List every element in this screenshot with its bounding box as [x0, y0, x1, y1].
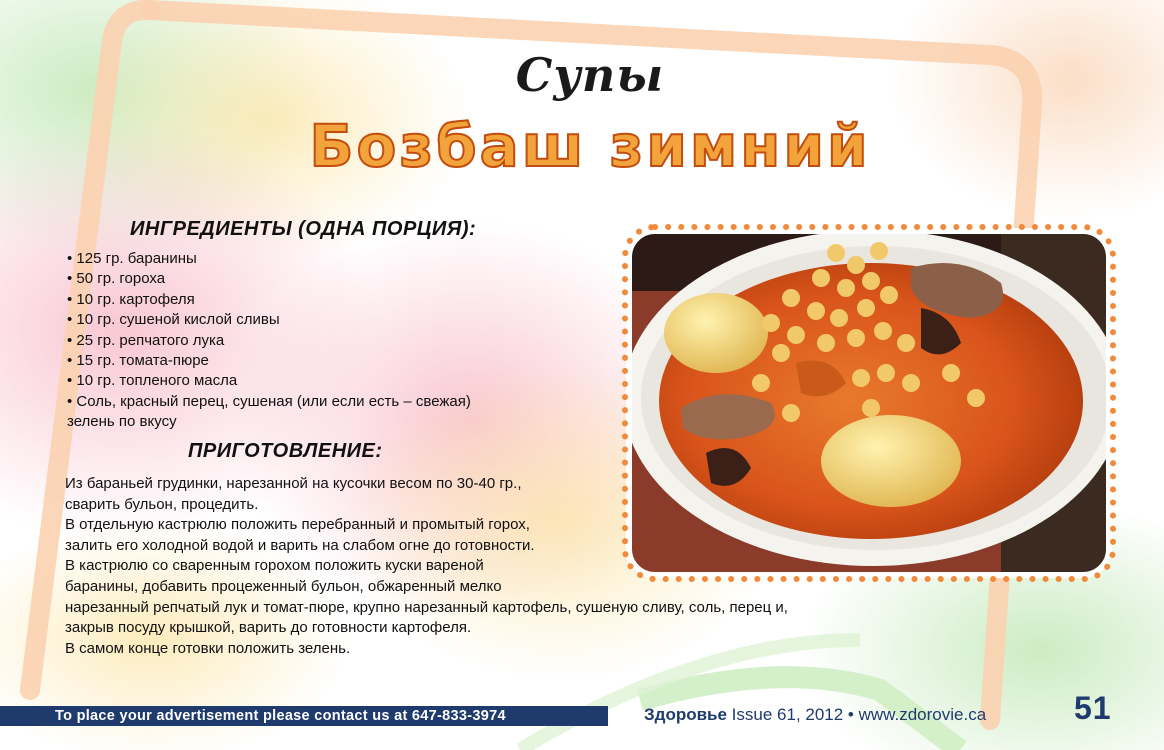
section-category: Супы [515, 48, 665, 102]
preparation-heading: ПРИГОТОВЛЕНИЕ: [188, 440, 383, 462]
ingredient-item: зелень по вкусу [67, 413, 177, 431]
footer-info [644, 705, 986, 725]
preparation-line: залить его холодной водой и варить на слабом огне до готовности. [65, 536, 535, 554]
potato [664, 293, 768, 373]
ingredient-item: • 25 гр. репчатого лука [67, 331, 225, 349]
preparation-line: В кастрюлю со сваренным горохом положить куски вареной [65, 557, 484, 575]
ingredients-list [67, 249, 587, 433]
photo-content [623, 230, 1117, 575]
preparation-line: сварить бульон, процедить. [65, 495, 259, 513]
ingredient-item: • 50 гр. гороха [67, 270, 166, 288]
ingredients-heading: ИНГРЕДИЕНТЫ (ОДНА ПОРЦИЯ): [130, 218, 477, 240]
page-number: 51 [1074, 690, 1112, 726]
issue-info: Issue 61, 2012 • www.zdorovie.ca [726, 705, 987, 724]
preparation-line: В отдельную кастрюлю положить перебранный и промытый горох, [65, 516, 530, 534]
ingredient-item: • 15 гр. томата-пюре [67, 352, 209, 370]
ingredient-item: • Соль, красный перец, сушеная (или если есть – свежая) [67, 392, 471, 410]
ingredient-item: • 125 гр. баранины [67, 250, 197, 267]
ingredient-item: • 10 гр. сушеной кислой сливы [67, 311, 280, 329]
dish-photo [621, 223, 1117, 583]
recipe-title: Бозбаш зимний [309, 112, 871, 180]
ad-text: To place your advertisement please contact us at 647-833-3974 [55, 708, 506, 724]
preparation-line: В самом конце готовки положить зелень. [65, 639, 351, 657]
preparation-line: Из бараньей грудинки, нарезанной на кусочки весом по 30-40 гр., [65, 475, 522, 492]
magazine-name: Здоровье [644, 705, 727, 724]
ad-banner [0, 706, 608, 726]
ingredient-item: • 10 гр. топленого масла [67, 372, 238, 390]
potato [821, 415, 961, 507]
preparation-line: закрыв посуду крышкой, варить до готовности картофеля. [65, 619, 472, 637]
ingredient-item: • 10 гр. картофеля [67, 290, 195, 308]
preparation-line: баранины, добавить процеженный бульон, обжаренный мелко [65, 577, 502, 595]
preparation-line: нарезанный репчатый лук и томат-пюре, крупно нарезанный картофель, сушеную сливу, соль, перец и, [65, 598, 788, 616]
